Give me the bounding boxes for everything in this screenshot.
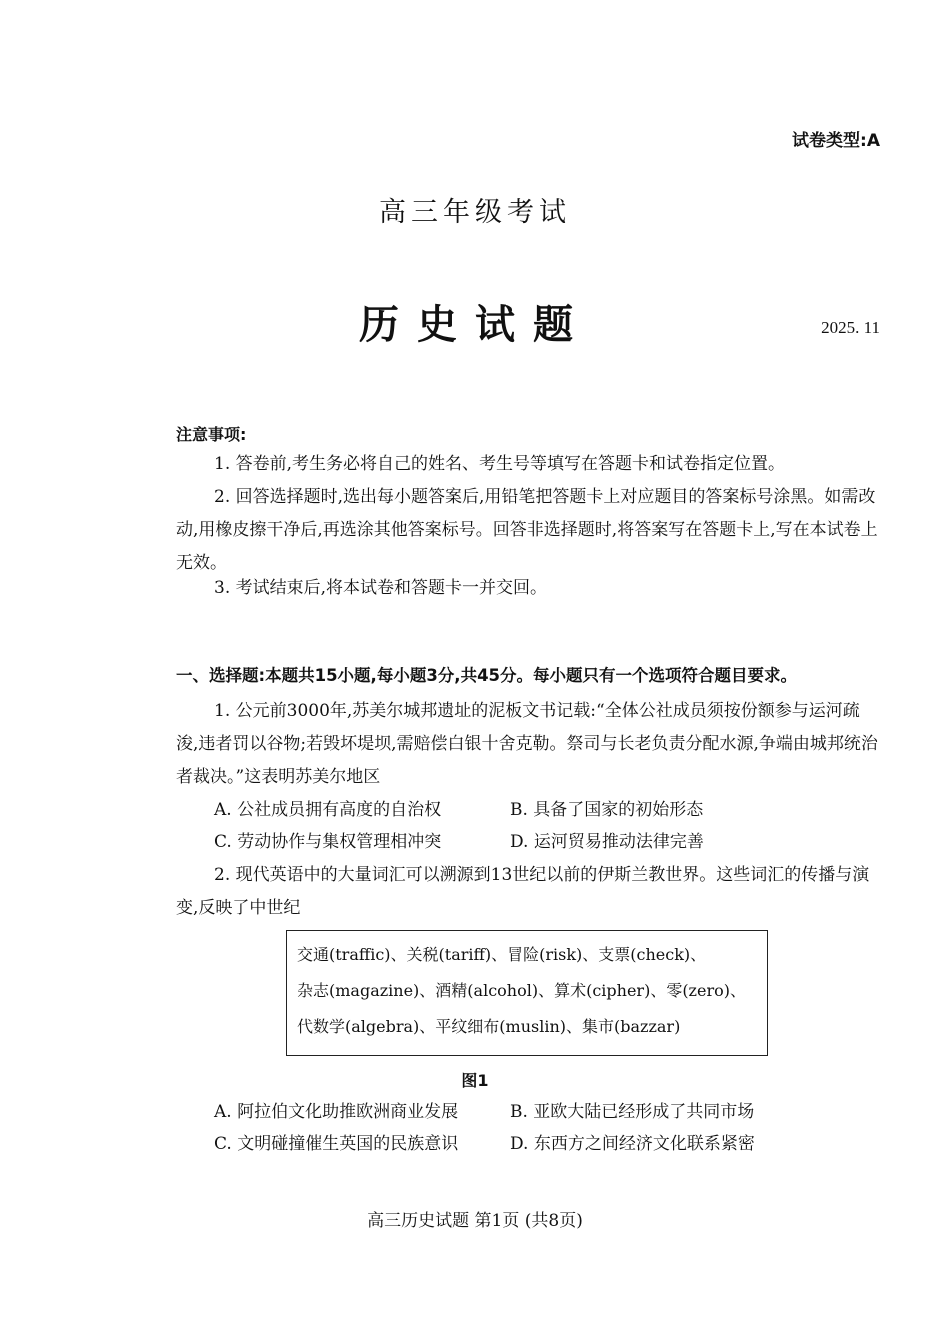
q2-option-b: B. 亚欧大陆已经形成了共同市场: [510, 1102, 755, 1122]
q1-option-b: B. 具备了国家的初始形态: [510, 800, 704, 820]
q1-option-a: A. 公社成员拥有高度的自治权: [214, 800, 442, 820]
vocabulary-line: 交通(traffic)、关税(tariff)、冒险(risk)、支票(check)、: [297, 945, 707, 964]
notice-heading: 注意事项:: [176, 425, 247, 444]
question-1-stem: 1. 公元前3000年,苏美尔城邦遗址的泥板文书记载:“全体公社成员须按份额参与运河疏浚,违者罚以谷物;若毁坏堤坝,需赔偿白银十舍克勒。祭司与长老负责分配水源,争端由城邦统治者裁决。”这表明苏美尔地区: [176, 701, 878, 787]
q1-option-c: C. 劳动协作与集权管理相冲突: [214, 832, 442, 852]
question-2-stem: 2. 现代英语中的大量词汇可以溯源到13世纪以前的伊斯兰教世界。这些词汇的传播与演变,反映了中世纪: [176, 865, 870, 918]
subject-title: 历史试题: [359, 301, 591, 348]
q1-option-d: D. 运河贸易推动法律完善: [510, 832, 704, 852]
page-footer: 高三历史试题 第1页 (共8页): [367, 1211, 583, 1231]
exam-title: 高三年级考试: [379, 197, 571, 228]
q2-option-c: C. 文明碰撞催生英国的民族意识: [214, 1134, 459, 1154]
vocabulary-box: [286, 930, 768, 1056]
notice-item-2: 2. 回答选择题时,选出每小题答案后,用铅笔把答题卡上对应题目的答案标号涂黑。如需改动,用橡皮擦干净后,再选涂其他答案标号。回答非选择题时,将答案写在答题卡上,写在本试卷上无效。: [176, 487, 878, 573]
figure-caption: 图1: [461, 1071, 489, 1090]
vocabulary-line: 杂志(magazine)、酒精(alcohol)、算术(cipher)、零(zero)、: [297, 981, 746, 1000]
vocabulary-line: 代数学(algebra)、平纹细布(muslin)、集市(bazzar): [297, 1017, 681, 1036]
notice-item-3: 3. 考试结束后,将本试卷和答题卡一并交回。: [214, 578, 548, 598]
q2-option-a: A. 阿拉伯文化助推欧洲商业发展: [214, 1102, 459, 1122]
q2-option-d: D. 东西方之间经济文化联系紧密: [510, 1134, 755, 1154]
paper-type-label: 试卷类型:A: [792, 131, 880, 151]
notice-item-1: 1. 答卷前,考生务必将自己的姓名、考生号等填写在答题卡和试卷指定位置。: [214, 454, 786, 474]
section-heading: 一、选择题:本题共15小题,每小题3分,共45分。每小题只有一个选项符合题目要求。: [176, 666, 798, 685]
exam-date: 2025. 11: [821, 318, 880, 337]
